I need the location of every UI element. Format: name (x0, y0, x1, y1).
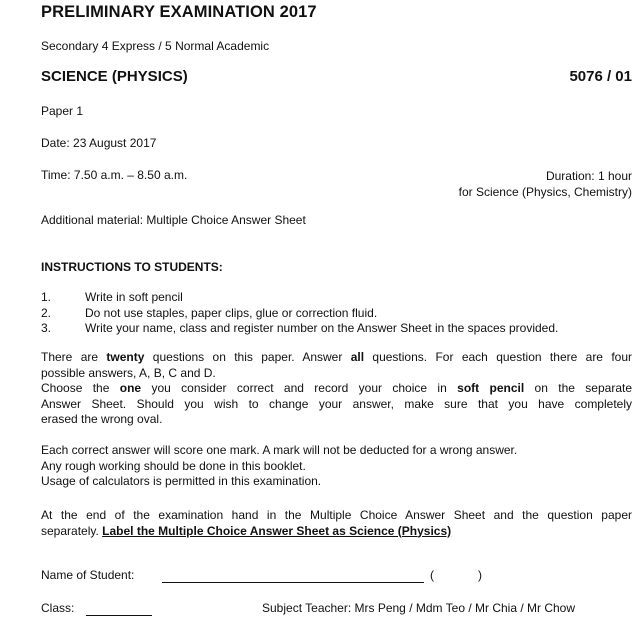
exam-title: PRELIMINARY EXAMINATION 2017 (41, 3, 317, 21)
register-number-close: ) (478, 568, 482, 582)
hand-in-paragraph (41, 508, 632, 539)
subject-title: SCIENCE (PHYSICS) (41, 68, 188, 85)
paragraph-line: possible answers, A, B, C and D. (41, 365, 216, 380)
instruction-item (41, 321, 636, 337)
text-run: questions on this paper. Answer (144, 350, 351, 364)
instruction-item (41, 290, 636, 306)
text-run: There are (41, 350, 107, 364)
instruction-text: Write your name, class and register number on the Answer Sheet in the spaces provided. (85, 321, 559, 335)
student-name-label: Name of Student: (41, 568, 135, 582)
exam-level: Secondary 4 Express / 5 Normal Academic (41, 39, 270, 53)
additional-material: Additional material: Multiple Choice Answer Sheet (41, 213, 306, 227)
paragraph-line: Each correct answer will score one mark. A mark will not be deducted for a wrong answer. (41, 443, 518, 457)
paragraph-line: erased the wrong oval. (41, 412, 163, 426)
text-run: you consider correct and record your choice in (141, 381, 458, 395)
emphasis-soft-pencil: soft pencil (457, 381, 525, 395)
instruction-number: 2. (41, 305, 52, 320)
emphasis-one: one (119, 381, 142, 395)
label-instruction: Label the Multiple Choice Answer Sheet as Science (Physics) (102, 523, 452, 538)
instruction-number: 3. (41, 321, 52, 335)
duration-line-2: for Science (Physics, Chemistry) (458, 185, 632, 199)
duration-line-1: Duration: 1 hour (545, 169, 632, 183)
student-name-field[interactable] (162, 582, 424, 583)
instruction-text: Do not use staples, paper clips, glue or correction fluid. (85, 305, 378, 320)
emphasis-twenty: twenty (106, 350, 145, 364)
subject-teacher: Subject Teacher: Mrs Peng / Mdm Teo / Mr Chia / Mr Chow (262, 601, 576, 615)
instructions-list (41, 290, 636, 337)
paragraph-line: Usage of calculators is permitted in this examination. (41, 474, 322, 488)
marking-paragraph (41, 443, 632, 490)
text-run: questions. For each question there are four (364, 350, 633, 364)
paragraph-line (41, 524, 632, 540)
class-field[interactable] (86, 615, 152, 616)
instruction-text: Write in soft pencil (85, 290, 183, 304)
text-run: on the separate (524, 381, 632, 395)
instruction-number: 1. (41, 290, 52, 304)
register-number-open: ( (430, 568, 434, 582)
class-label: Class: (41, 601, 75, 615)
paragraph-line: At the end of the examination hand in the Multiple Choice Answer Sheet and the question paper (41, 508, 632, 522)
paragraph-line (41, 381, 632, 397)
paper-number: Paper 1 (41, 104, 84, 118)
text-run: Choose the (41, 381, 120, 395)
exam-duration (459, 168, 632, 200)
text-run: separately. (41, 523, 103, 538)
instructions-heading: INSTRUCTIONS TO STUDENTS: (41, 260, 223, 274)
emphasis-all: all (350, 350, 365, 364)
answer-instructions-paragraph (41, 350, 632, 428)
exam-date: Date: 23 August 2017 (41, 136, 157, 150)
subject-code: 5076 / 01 (569, 68, 632, 85)
paragraph-line: Answer Sheet. Should you wish to change your answer, make sure that you have completely (41, 396, 632, 411)
paragraph-line: Any rough working should be done in this booklet. (41, 458, 306, 473)
exam-time: Time: 7.50 a.m. – 8.50 a.m. (41, 168, 188, 182)
instruction-item (41, 306, 636, 322)
paragraph-line (41, 350, 632, 366)
